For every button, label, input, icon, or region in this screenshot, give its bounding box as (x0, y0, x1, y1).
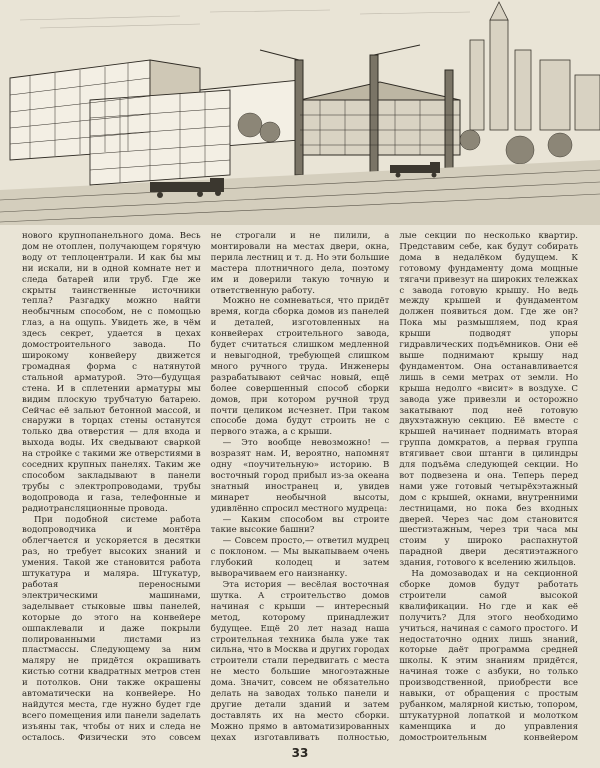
paragraph: нового крупнопанельного дома. Весь дом не отоплен, получающем горячую воду от теплоцентрали. И как бы мы ни искали, ни в одной комнате нет и следа батарей или труб. Где же скрыты таинственные источники тепла? Разгадку можно найти необычным способом, не с помощью глаз, а на ощупь. Увидеть же, в чём здесь секрет, удается в цехах домостроительного завода. По широкому конвейеру движется громадная форма с натянутой стальной арматурой. Это—будущая стена. И в сплетении арматуры мы видим плоскую трубчатую батарею. Сейчас её зальют бетонной массой, и снаружи в торцах стены останутся только два отверстия — для входа и выхода воды. Их сведывают сваркой на стройке с такими же отверстиями в соседних крупных панелях. Таким же способом закладывают в панели трубы с электропроводами, трубы водопровода и газа, телефонные и радиотрансляционные провода. (22, 231, 201, 514)
paragraph: На домозаводах и на секционной сборке домов будут работать строители самой высокой квалификации. Но где и как её получить? Для этого необходимо учиться, начиная с самого простого. И недостаточно одних лишь знаний, которые даёт программа средней школы. К этим знаниям придётся, начиная тоже с азбуки, но только производственной, приобрести все навыки, от обращения с простым рубанком, малярной кистью, топором, штукатурной лопаткой и молотком каменщика и до управления домостроительным конвейером (399, 569, 579, 741)
paragraph: Эта история — весёлая восточная шутка. А строительство домов начиная с крыши — интересный метод, которому принадлежит будущее. Ещё 20 лет назад наша строительная техника была уже так сильна, что в Москва и других городах строители стали передвигать с места не место большие многоэтажные дома. Значит, совсем не обязательно делать на заводах только панели и другие детали зданий и затем доставлять их на место сборки. Можно прямо в автоматизированных цехах изготавливать полностью, (210, 580, 390, 741)
paragraph: — Совсем просто,— ответил мудрец с поклоном. — Мы выкапываем очень глубокий колодец и затем выворачиваем его наизнанку. (210, 536, 390, 580)
text-column-3 (399, 231, 578, 741)
page-number: 33 (291, 746, 309, 760)
paragraph: — Это вообще невозможно! — возразят нам. И, вероятно, напомнят одну «поучительную» историю. В восточный город прибыл из-за океана знатный иностранец и, увидев минарет необычной высоты, удивлённо спросил местного мудреца: (210, 438, 390, 514)
paragraph: не строгали и не пилили, а монтировали на местах двери, окна, перила лестниц и т. д. Но эти большие мастера плотничного дела, поэтому им и доверили такую точную и ответственную работу. (210, 231, 390, 296)
paragraph: лые секции по несколько квартир. Представим себе, как будут собирать дома в недалёком будущем. К готовому фундаменту дома мощные тягачи привезут на широких тележках с завода готовую крышу. Но ведь между крышей и фундаментом должен появиться дом. Где же он? Пока мы размышляем, под края крыши подводят упоры гидравлических подъёмников. Они её выше поднимают крышу над фундаментом. Она останавливается лишь в семи метрах от земли. Но крыша недолго «висит» в воздухе. С завода уже привезли и осторожно закатывают под неё готовую двухэтажную секцию. Её вместе с крышей начинает поднимать вторая группа домкратов, а первая группа втягивает свои штанги в цилиндры для подъёма следующей секции. Но вот подвезена и она. Теперь перед нами уже готовый четырёхэтажный дом с крышей, окнами, внутренними лестницами, но пока без входных дверей. Через час дом становится шестиэтажным, через три часа мы стоим у широко распахнутой парадной двери десятиэтажного здания, готового к вселению жильцов. (399, 231, 579, 569)
article-columns (22, 231, 578, 741)
city-construction-sketch-icon (0, 0, 600, 225)
text-column-1 (22, 231, 201, 741)
paragraph: Можно не сомневаться, что придёт время, когда сборка домов из панелей и деталей, изготовленных на конвейерах строительного завода, будет считаться слишком медленной и невыгодной, требующей слишком много ручного труда. Инженеры разрабатывают сейчас новый, ещё более совершенный способ сборки домов, при котором ручной труд почти целиком исчезнет. При таком способе дома будут строить не с первого этажа, а с крыши. (210, 296, 390, 438)
header-illustration (0, 0, 600, 225)
paragraph: При подобной системе работа водопроводчика и монтёра облегчается и ускоряется в десятки раз, но требует высоких знаний и умения. Такой же становится работа штукатура и маляра. Штукатур, работая переносными электрическими машинами, заделывает стыковые швы панелей, которые до этого на конвейере ошпаклевали и даже покрыли полированными листами из пластмассы. Следующему за ним маляру не придётся окрашивать кистью сотни квадратных метров стен и потолков. Они также окрашены автоматически на конвейере. Но найдутся места, где нужно будет где всего помещения или панели заделать изъяны так, чтобы от них и следа не осталось. Физически это совсем (22, 514, 201, 741)
text-column-2 (211, 231, 390, 741)
paragraph: — Каким способом вы строите такие высокие башни? (210, 514, 390, 536)
